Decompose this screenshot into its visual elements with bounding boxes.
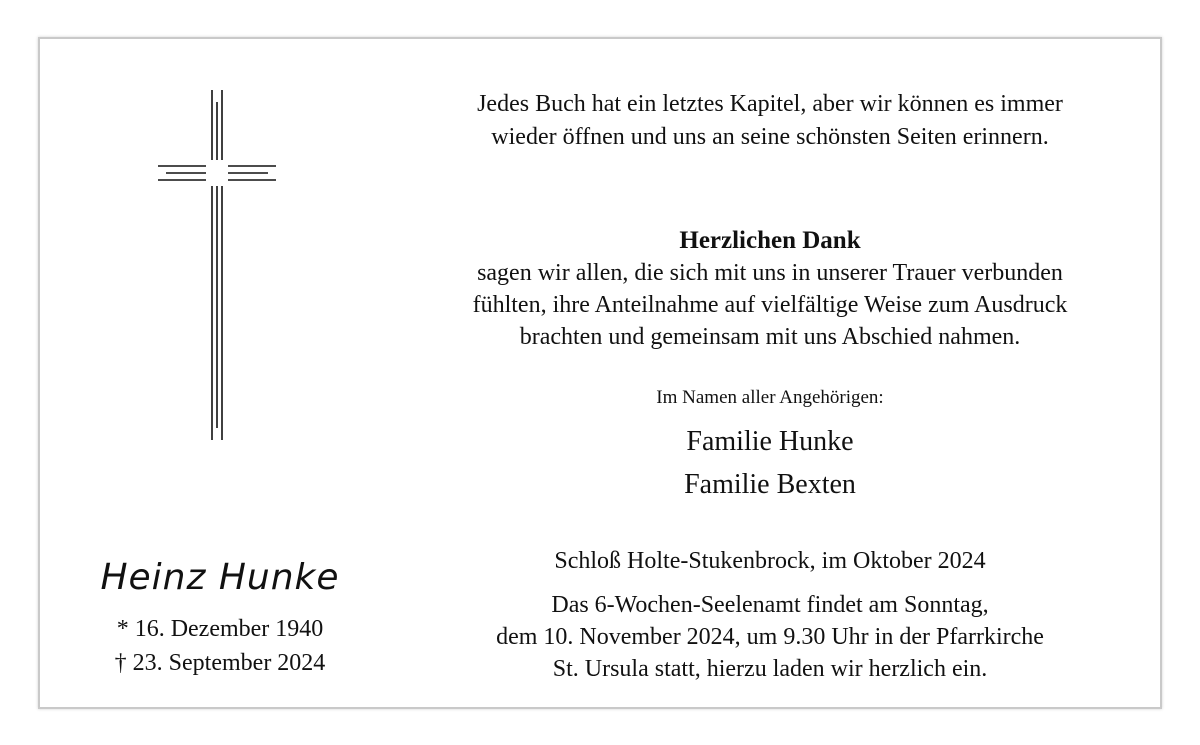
service-line: St. Ursula statt, hierzu laden wir herzlich ein. — [552, 656, 988, 682]
family-name: Familie Hunke — [686, 426, 854, 457]
thanks-line: fühlten, ihre Anteilnahme auf vielfältige Weise zum Ausdruck — [472, 292, 1068, 318]
thanks-text — [420, 257, 1120, 353]
quote — [420, 88, 1120, 154]
thanks-line: brachten und gemeinsam mit uns Abschied nahmen. — [519, 324, 1021, 350]
thanks-title: Herzlichen Dank — [679, 227, 861, 254]
service-line: Das 6-Wochen-Seelenamt findet am Sonntag, — [551, 592, 989, 618]
thanks-line: sagen wir allen, die sich mit uns in unserer Trauer verbunden — [477, 260, 1063, 286]
service-line: dem 10. November 2024, um 9.30 Uhr in der Pfarrkirche — [496, 624, 1044, 650]
death-date: † 23. September 2024 — [114, 650, 326, 676]
quote-line: Jedes Buch hat ein letztes Kapitel, aber wir können es immer — [477, 91, 1063, 117]
cross-icon — [158, 90, 276, 440]
place-date: Schloß Holte-Stukenbrock, im Oktober 2024 — [554, 548, 986, 574]
service-announcement — [420, 589, 1120, 685]
family-name: Familie Bexten — [684, 469, 856, 500]
signature-intro: Im Namen aller Angehörigen: — [656, 387, 884, 408]
quote-line: wieder öffnen und uns an seine schönsten Seiten erinnern. — [491, 124, 1049, 150]
deceased-name: Heinz Hunke — [100, 557, 340, 598]
birth-date: * 16. Dezember 1940 — [116, 616, 324, 642]
life-dates — [60, 612, 380, 680]
